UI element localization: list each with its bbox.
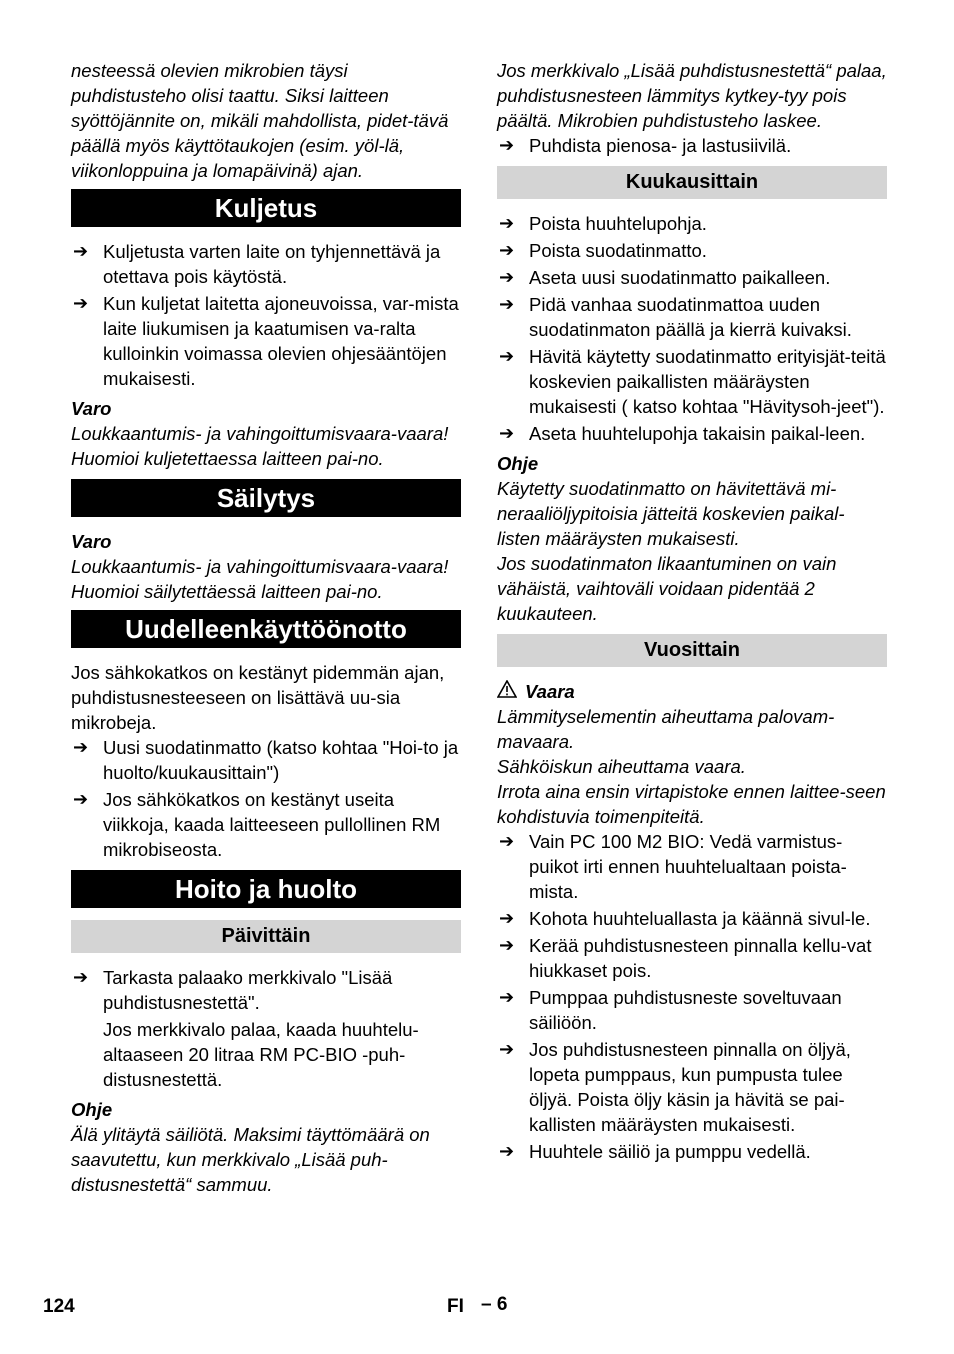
- list-item: ➔ Jos puhdistusnesteen pinnalla on öljyä, lopeta pumppaus, kun pumpusta tulee öljyä. Poista öljy käsin ja hävitä se pai-kallisten määräysten mukaisesti.: [499, 1039, 851, 1135]
- list-item: ➔ Poista suodatinmatto.: [499, 240, 707, 261]
- left-column: [71, 58, 461, 1197]
- section-heading-uudelleenkayttoonotto: Uudelleenkäyttöönotto: [71, 610, 461, 648]
- arrow-icon: ➔: [499, 294, 515, 314]
- warning-text: Irrota aina ensin virtapistoke ennen laitteе-seen kohdistuvia toimenpiteitä.: [497, 781, 886, 827]
- note-text: Jos suodatinmaton likaantuminen on vain vähäistä, vaihtoväli voidaan pidentää 2 kuukauteen.: [497, 553, 837, 624]
- arrow-icon: ➔: [499, 1039, 515, 1059]
- list-item: ➔ Aseta huuhtelupohja takaisin paikal-leen.: [499, 423, 866, 444]
- list-item: ➔ Kun kuljetat laitetta ajoneuvoissa, var-mista laite liukumisen ja kaatumisen va-ralta kulloinkin voimassa olevien ohjesääntöjen mukaisesti.: [73, 293, 459, 389]
- list-item: ➔ Pidä vanhaa suodatinmattoa uuden suodatinmaton päällä ja kierrä kuivaksi.: [499, 294, 852, 340]
- arrow-icon: ➔: [499, 908, 515, 928]
- list-item: ➔ Jos sähkökatkos on kestänyt useita viikkoja, kaada laitteeseen pullollinen RM mikrobiseosta.: [73, 789, 441, 860]
- note-label: Varo: [71, 398, 112, 419]
- arrow-icon: ➔: [499, 1141, 515, 1161]
- warning-text: Sähköiskun aiheuttama vaara.: [497, 756, 746, 777]
- intro-paragraph: nesteessä olevien mikrobien täysi puhdistusteho olisi taattu. Siksi laitteen syöttöjännite on, mikäli mahdollista, pidet-tävä päällä myös käyttötaukojen (esim. yöl-lä, viikonloppuina ja lomapäivinä) ajan.: [71, 60, 449, 181]
- subheading-kuukausittain: Kuukausittain: [497, 166, 887, 199]
- list-item: ➔ Puhdista pienosa- ja lastusiivilä.: [499, 135, 792, 156]
- list-item: ➔ Tarkasta palaako merkkivalo "Lisää puhdistusnestettä".: [73, 967, 393, 1013]
- arrow-icon: ➔: [73, 737, 89, 757]
- arrow-icon: ➔: [73, 789, 89, 809]
- warning-text: Lämmityselementin aiheuttama palovam-mavaara.: [497, 706, 835, 752]
- list-item: ➔ Vain PC 100 M2 BIO: Vedä varmistus-puikot irti ennen huuhtelualtaan poista-mista.: [499, 831, 847, 902]
- note-label: Varo: [71, 531, 112, 552]
- body-text: Jos sähkokatkos on kestänyt pidemmän ajan, puhdistusnesteeseen on lisättävä uu-sia mikrobeja.: [71, 662, 445, 733]
- list-item: ➔ Poista huuhtelupohja.: [499, 213, 707, 234]
- note-text: Loukkaantumis- ja vahingoittumisvaara-vaara! Huomioi säilytettäessä laitteen pai-no.: [71, 556, 449, 602]
- list-item: ➔ Aseta uusi suodatinmatto paikalleen.: [499, 267, 831, 288]
- page-number: 124: [43, 1296, 75, 1317]
- warning-triangle-icon: [497, 679, 517, 704]
- list-item: ➔ Uusi suodatinmatto (katso kohtaa "Hoi-to ja huolto/kuukausittain"): [73, 737, 459, 783]
- subheading-vuosittain: Vuosittain: [497, 634, 887, 667]
- list-item: ➔ Huuhtele säiliö ja pumppu vedellä.: [499, 1141, 811, 1162]
- list-item-continuation: Jos merkkivalo palaa, kaada huuhtelu-altaaseen 20 litraa RM PC-BIO -puh-distusnestettä.: [103, 1019, 419, 1090]
- list-item: ➔ Kohota huuhteluallasta ja käännä sivul-le.: [499, 908, 871, 929]
- note-text: Älä ylitäytä säiliötä. Maksimi täyttömäärä on saavutettu, kun merkkivalo „Lisää puh-distusnestettä“ sammuu.: [71, 1124, 430, 1195]
- intro-paragraph: Jos merkkivalo „Lisää puhdistusnestettä“ palaa, puhdistusnesteen lämmitys kytkey-tyy pois päältä. Mikrobien puhdistusteho laskee.: [497, 60, 887, 131]
- note-label: Ohje: [71, 1099, 113, 1120]
- section-heading-hoito: Hoito ja huolto: [71, 870, 461, 908]
- arrow-icon: ➔: [73, 293, 89, 313]
- language-code: FI: [447, 1296, 464, 1317]
- arrow-icon: ➔: [499, 423, 515, 443]
- list-item: ➔ Pumppaa puhdistusneste soveltuvaan säiliöön.: [499, 987, 842, 1033]
- arrow-icon: ➔: [73, 967, 89, 987]
- arrow-icon: ➔: [499, 267, 515, 287]
- warning-label: Vaara: [497, 679, 887, 704]
- arrow-icon: ➔: [499, 346, 515, 366]
- right-column: [497, 58, 887, 1166]
- arrow-icon: ➔: [499, 135, 515, 155]
- arrow-icon: ➔: [73, 241, 89, 261]
- sub-page-number: – 6: [481, 1294, 508, 1315]
- note-label: Ohje: [497, 453, 539, 474]
- note-text: Käytetty suodatinmatto on hävitettävä mi-neraaliöljypitoisia jätteitä koskevien paikal-listen määräysten mukaisesti.: [497, 478, 845, 549]
- note-text: Loukkaantumis- ja vahingoittumisvaara-vaara! Huomioi kuljetettaessa laitteen pai-no.: [71, 423, 449, 469]
- section-heading-kuljetus: Kuljetus: [71, 189, 461, 227]
- list-item: ➔ Hävitä käytetty suodatinmatto erityisjät-teitä koskevien paikallisten määräysten mukaisesti ( katso kohtaa "Hävitysoh-jeet").: [499, 346, 886, 417]
- arrow-icon: ➔: [499, 240, 515, 260]
- arrow-icon: ➔: [499, 831, 515, 851]
- arrow-icon: ➔: [499, 935, 515, 955]
- list-item: ➔ Kerää puhdistusnesteen pinnalla kellu-vat hiukkaset pois.: [499, 935, 872, 981]
- list-item: ➔ Kuljetusta varten laite on tyhjennettävä ja otettava pois käytöstä.: [73, 241, 441, 287]
- arrow-icon: ➔: [499, 213, 515, 233]
- section-heading-sailytys: Säilytys: [71, 479, 461, 517]
- subheading-paivittain: Päivittäin: [71, 920, 461, 953]
- arrow-icon: ➔: [499, 987, 515, 1007]
